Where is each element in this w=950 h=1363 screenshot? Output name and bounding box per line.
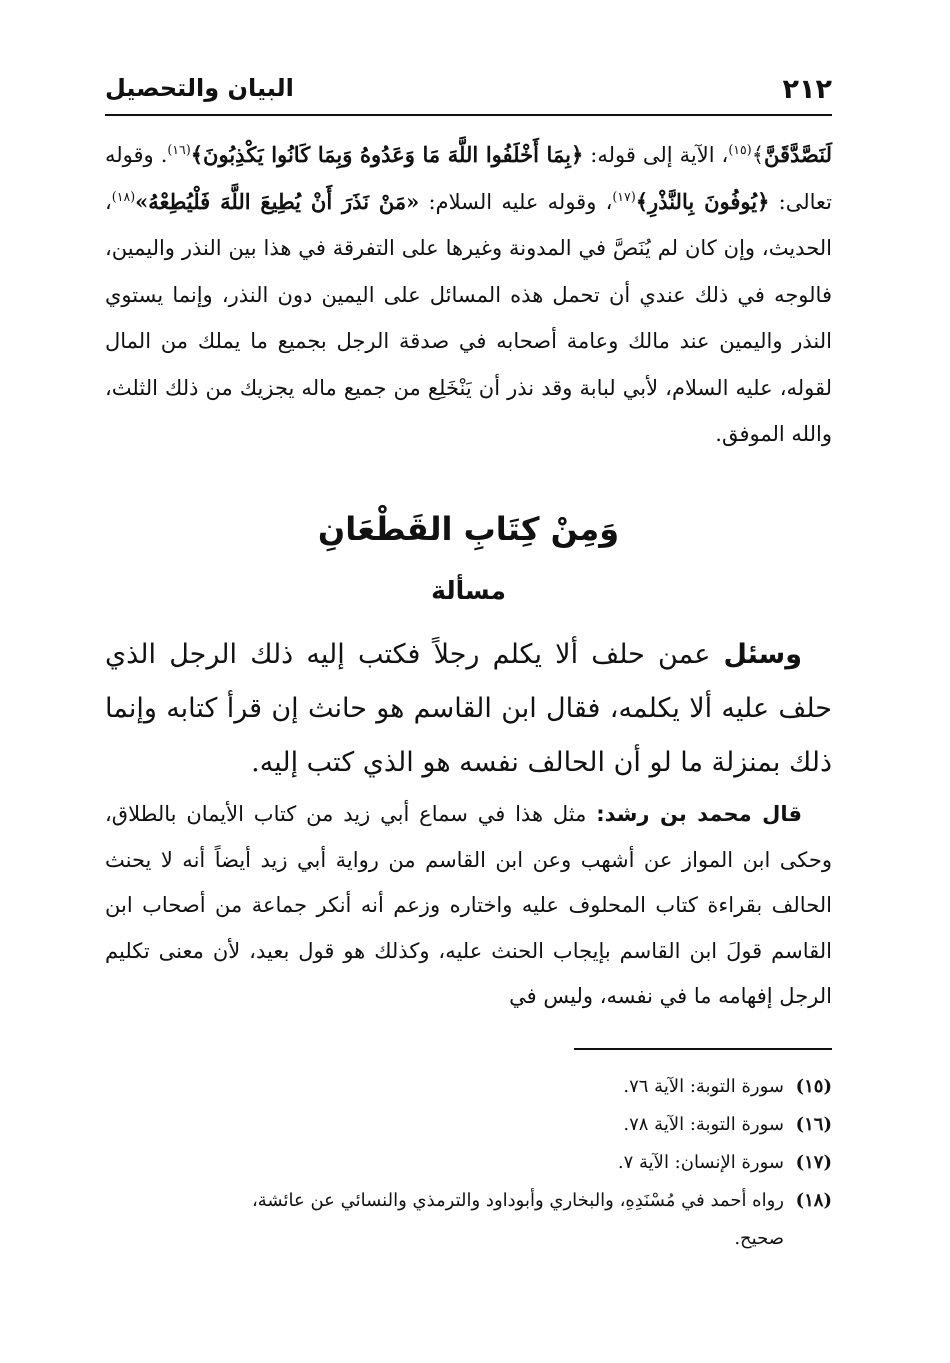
body-text: ، الحديث، وإن كان لم يُنَصَّ في المدونة وغيرها على التفرقة في هذا بين النذر واليمين، فالوجه في ذلك عندي أن تحمل هذه المسائل على اليمين دون النذر، وإنما يستوي النذر واليمين عند مالك وعامة أصحابه في صدقة الرجل بجميع ما يملك من المال لقوله، عليه السلام، لأبي لبابة وقد نذر أن يَنْخَلِع من جميع ماله يجزيك من ذلك الثلث، والله الموفق. <box>105 189 832 446</box>
footnote-text: رواه أحمد في مُسْنَدِهِ، والبخاري وأبوداود والترمذي والنسائي عن عائشة، <box>251 1190 784 1211</box>
quran-fragment: لَنَصَّدَّقَنَّ <box>764 142 832 167</box>
footnote-text-continued: صحيح. <box>734 1228 784 1249</box>
body-text: مثل هذا في سماع أبي زيد من كتاب الأيمان بالطلاق، وحكى ابن المواز عن أشهب وعن ابن القاسم من رواية أبي زيد أيضاً أنه لا يحنث الحالف بقراءة كتاب المحلوف عليه واختاره وزعم أنه أنكر جماعة من أصحاب ابن القاسم قولَ ابن القاسم بإيجاب الحنث عليه، وكذلك هو قول بعيد، لأن معنى تكليم الرجل إفهامه ما في نفسه، وليس في <box>105 802 832 1008</box>
footnote-ref: (١٨) <box>111 188 136 204</box>
footnote-text: سورة الإنسان: الآية ٧. <box>617 1152 784 1173</box>
page-header <box>105 70 832 110</box>
body-text: . وقوله تعالى: <box>105 143 832 214</box>
footnote-ref: (١٥) <box>728 142 752 157</box>
hadith-quote: «مَنْ نَذَرَ أَنْ يُطِيعَ اللَّهَ فَلْيُطِعْهُ» <box>135 188 420 214</box>
footnote-text: سورة التوبة: الآية ٧٨. <box>623 1114 784 1135</box>
footnote <box>105 1144 832 1182</box>
footnotes <box>105 1068 832 1258</box>
footnote-number: (١٨) <box>795 1190 832 1211</box>
footnote-number: (١٧) <box>795 1152 832 1173</box>
lead-word: وسئل <box>723 639 802 670</box>
paragraph-continuation: لَنَصَّدَّقَنَّ﴾$^{(١٥)}$، الآية إلى قوله: ﴿بِمَا أَخْلَفُوا اللَّهَ مَا وَعَدُوهُ وَبِمَا كَانُوا يَكْذِبُونَ﴾$^{(١٦)}$. وقوله تعالى: ﴿يُوفُونَ بِالنَّذْرِ﴾$^{(١٧)}$، وقوله عليه السلام: «مَنْ نَذَرَ أَنْ يُطِيعَ اللَّهَ فَلْيُطِعْهُ»$^{(١٨)}$، الحديث، وإن كان لم يُنَصَّ في المدونة وغيرها على التفرقة في هذا بين النذر واليمين، فالوجه في ذلك عندي أن تحمل هذه المسائل على اليمين دون النذر، وإنما يستوي النذر واليمين عند مالك وعامة أصحابه في صدقة الرجل بجميع ما يملك من المال لقوله، عليه السلام، لأبي لبابة وقد نذر أن يَنْخَلِع من جميع ماله يجزيك من ذلك الثلث، والله الموفق. <box>105 142 832 446</box>
footnote-text: سورة التوبة: الآية ٧٦. <box>623 1076 784 1097</box>
question-paragraph <box>105 628 832 790</box>
body-text: ، وقوله عليه السلام: <box>419 189 613 214</box>
footnote <box>105 1106 832 1144</box>
footnote-number: (١٦) <box>795 1114 832 1135</box>
footnote <box>105 1068 832 1106</box>
footnote <box>105 1182 832 1258</box>
quran-verse: ﴿بِمَا أَخْلَفُوا اللَّهَ مَا وَعَدُوهُ وَبِمَا كَانُوا يَكْذِبُونَ﴾ <box>190 142 584 167</box>
section-title: وَمِنْ كِتَابِ القَطْعَانِ <box>317 510 620 548</box>
lead-word: قال محمد بن رشد: <box>596 802 802 826</box>
footnote-rule <box>574 1048 832 1050</box>
section-subtitle: مسألة <box>431 576 506 605</box>
header-rule <box>105 114 832 116</box>
footnote-ref: (١٧) <box>612 188 636 204</box>
quran-verse: ﴿يُوفُونَ بِالنَّذْرِ﴾ <box>635 188 770 214</box>
running-title: البيان والتحصيل <box>105 74 294 102</box>
commentary-paragraph <box>105 792 832 1020</box>
footnote-ref: (١٦) <box>167 142 191 157</box>
body-text: ، الآية إلى قوله: <box>583 143 729 167</box>
page-number: ٢١٢ <box>782 74 832 105</box>
body-text: عمن حلف ألا يكلم رجلاً فكتب إليه ذلك الرجل الذي حلف عليه ألا يكلمه، فقال ابن القاسم هو حانث إن قرأ كتابه وإنما ذلك بمنزلة ما لو أن الحالف نفسه هو الذي كتب إليه. <box>105 639 832 778</box>
footnote-number: (١٥) <box>795 1076 832 1097</box>
